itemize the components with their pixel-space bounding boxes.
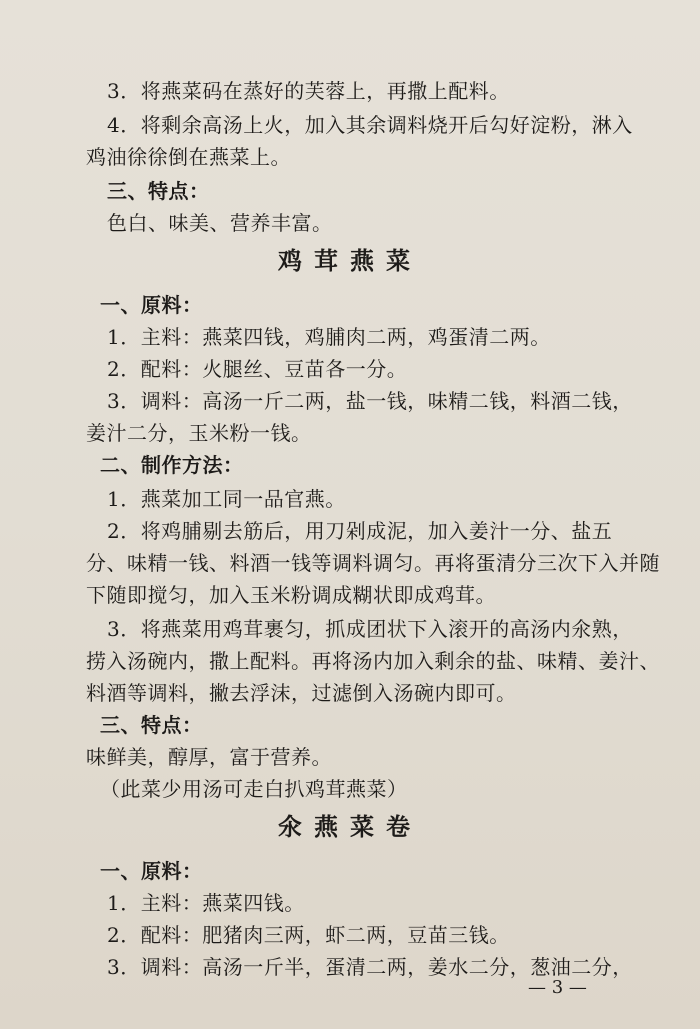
text-line: 3．将燕菜用鸡茸裹匀，抓成团状下入滚开的高汤内氽熟， [107, 617, 633, 641]
text-line: 1．主料：燕菜四钱。 [107, 891, 305, 915]
text-line: 1．燕菜加工同一品官燕。 [107, 487, 346, 511]
text-line: 3．调料：高汤一斤二两，盐一钱，味精二钱，料酒二钱， [107, 389, 633, 413]
text-line: 4．将剩余高汤上火，加入其余调料烧开后勾好淀粉，淋入 [107, 113, 633, 137]
page-number: — 3 — [528, 977, 587, 998]
text-line: 2．将鸡脯剔去筋后，用刀剁成泥，加入姜汁一分、盐五 [107, 519, 613, 543]
text-line: 色白、味美、营养丰富。 [107, 211, 333, 235]
text-line: 1．主料：燕菜四钱，鸡脯肉二两，鸡蛋清二两。 [107, 325, 551, 349]
recipe-title: 氽燕菜卷 [278, 812, 422, 841]
text-line: 3．调料：高汤一斤半，蛋清二两，姜水二分，葱油二分， [107, 955, 633, 979]
text-line: 捞入汤碗内，撒上配料。再将汤内加入剩余的盐、味精、姜汁、 [86, 649, 660, 673]
text-line: 味鲜美，醇厚，富于营养。 [86, 745, 332, 769]
section-heading: 一、原料： [100, 859, 203, 883]
section-heading: 一、原料： [100, 293, 203, 317]
text-line: 分、味精一钱、料酒一钱等调料调匀。再将蛋清分三次下入并随 [86, 551, 660, 575]
text-line: 2．配料：肥猪肉三两，虾二两，豆苗三钱。 [107, 923, 510, 947]
text-line: 下随即搅匀，加入玉米粉调成糊状即成鸡茸。 [86, 583, 496, 607]
text-line: （此菜少用汤可走白扒鸡茸燕菜） [100, 777, 408, 801]
section-heading: 三、特点： [100, 713, 203, 737]
recipe-title: 鸡茸燕菜 [278, 246, 422, 275]
text-line: 鸡油徐徐倒在燕菜上。 [86, 145, 291, 169]
section-heading: 三、特点： [107, 179, 210, 203]
text-line: 料酒等调料，撇去浮沫，过滤倒入汤碗内即可。 [86, 681, 517, 705]
text-line: 姜汁二分，玉米粉一钱。 [86, 421, 312, 445]
text-line: 3．将燕菜码在蒸好的芙蓉上，再撒上配料。 [107, 79, 510, 103]
section-heading: 二、制作方法： [100, 453, 244, 477]
text-line: 2．配料：火腿丝、豆苗各一分。 [107, 357, 408, 381]
